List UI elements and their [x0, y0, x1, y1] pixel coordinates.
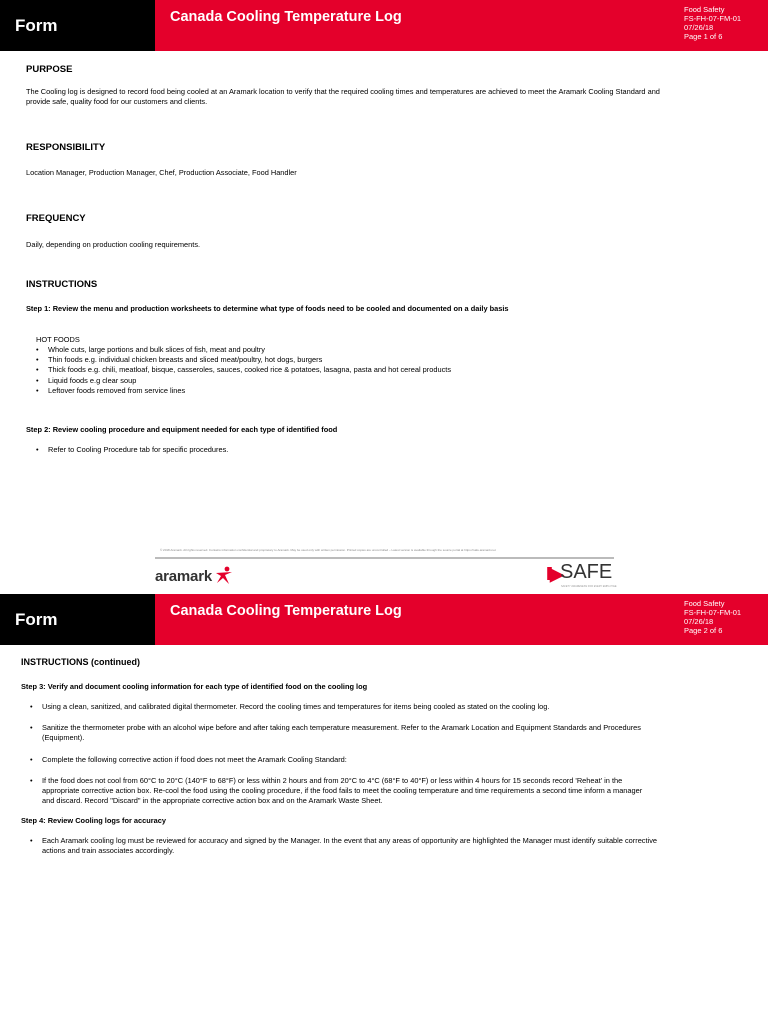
meta-page-number: Page 1 of 6 — [684, 32, 723, 41]
list-item: • Thin foods e.g. individual chicken breasts and sliced meat/poultry, hot dogs, burgers — [36, 355, 451, 365]
list-item — [30, 755, 742, 765]
form-label: Form — [0, 594, 155, 645]
footer-divider — [155, 557, 614, 559]
step-3-list — [30, 702, 742, 806]
aramark-logo-text: aramark — [155, 568, 212, 585]
instructions-continued-heading: INSTRUCTIONS (continued) — [21, 657, 140, 667]
safe-logo-text: SAFE — [560, 561, 613, 583]
safe-tagline: SAFETY AWARENESS FOR EVERY EMPLOYEE — [561, 585, 617, 588]
list-item-line: appropriate corrective action box. Re-cool the food using the cooling procedure, if the food fails to meet the cooling temperature and time requirements a second time inform a manager — [42, 786, 643, 796]
list-item-line: and discard. Record "Discard" in the appropriate corrective action box and on the Aramark Waste Sheet. — [42, 796, 383, 806]
list-item — [30, 836, 742, 856]
list-item-line: • Sanitize the thermometer probe with an alcohol wipe before and after taking each temperature measurement. Refer to the Aramark Location and Equipment Standards and Procedures — [42, 723, 641, 733]
step-1: Step 1: Review the menu and production worksheets to determine what type of foods need to be cooled and documented on a daily basis — [26, 304, 509, 313]
form-label: Form — [0, 0, 155, 51]
list-item-line: (Equipment). — [42, 733, 85, 743]
footer-fine-print: © 2018 Aramark. All rights reserved. Contains information confidential and proprietary to Aramark. May be used only with written permission. Printed copies are uncontrolled – Latest version is available through the source portal at https://safe.aramark.net — [160, 548, 496, 552]
list-item: • Liquid foods e.g clear soup — [36, 376, 451, 386]
responsibility-heading: RESPONSIBILITY — [26, 142, 106, 153]
meta-page-number: Page 2 of 6 — [684, 626, 723, 635]
meta-date: 07/26/18 — [684, 617, 714, 626]
step-3: Step 3: Verify and document cooling information for each type of identified food on the cooling log — [21, 682, 368, 691]
list-item-line: • Using a clean, sanitized, and calibrated digital thermometer. Record the cooling times and temperatures for items being cooled as stated on the cooling log. — [42, 702, 550, 711]
aramark-star-icon — [214, 565, 234, 585]
purpose-line: The Cooling log is designed to record food being cooled at an Aramark location to verify that the required cooling times and temperatures are achieved to meet the Aramark Cooling Standard and — [26, 87, 660, 96]
step-2: Step 2: Review cooling procedure and equipment needed for each type of identified food — [26, 425, 338, 434]
document-title: Canada Cooling Temperature Log — [170, 9, 402, 25]
list-item: • Leftover foods removed from service lines — [36, 386, 451, 396]
meta-date: 07/26/18 — [684, 23, 714, 32]
list-item-line: • Each Aramark cooling log must be reviewed for accuracy and signed by the Manager. In the event that any areas of opportunity are highlighted the Manager must identify suitable corrective — [42, 836, 658, 845]
list-item-line: • Complete the following corrective action if food does not meet the Aramark Cooling Standard: — [42, 754, 347, 764]
step-4: Step 4: Review Cooling logs for accuracy — [21, 816, 166, 825]
meta-category: Food Safety — [684, 599, 725, 608]
hot-foods-list — [36, 345, 451, 396]
list-item-line: actions and train associates accordingly. — [42, 846, 175, 856]
purpose-line: provide safe, quality food for our customers and clients. — [26, 97, 208, 106]
step-2-list — [36, 445, 228, 455]
list-item: • Thick foods e.g. chili, meatloaf, bisque, casseroles, sauces, cooked rice & potatoes, lasagna, pasta and hot cereal products — [36, 365, 451, 375]
instructions-heading: INSTRUCTIONS — [26, 279, 98, 290]
safe-bars-icon: II▶ — [546, 564, 561, 584]
document-meta — [684, 5, 741, 41]
purpose-text — [26, 87, 746, 107]
meta-category: Food Safety — [684, 5, 725, 14]
page-2 — [0, 594, 768, 1024]
list-item-line: • If the food does not cool from 60°C to 20°C (140°F to 68°F) or less within 2 hours and from 20°C to 4°C (68°F to 40°F) or less within 4 hours for 15 seconds record 'Reheat' in the — [42, 775, 623, 785]
meta-doc-number: FS-FH-07-FM-01 — [684, 14, 742, 23]
list-item: • Whole cuts, large portions and bulk slices of fish, meat and poultry — [36, 345, 451, 355]
page-header — [0, 0, 768, 51]
document-meta — [684, 599, 741, 635]
list-item: • Refer to Cooling Procedure tab for specific procedures. — [36, 445, 228, 455]
frequency-text: Daily, depending on production cooling requirements. — [26, 240, 201, 249]
meta-doc-number: FS-FH-07-FM-01 — [684, 608, 742, 617]
purpose-heading: PURPOSE — [26, 64, 73, 75]
list-item — [30, 776, 742, 807]
aramark-logo — [155, 565, 234, 585]
document-title: Canada Cooling Temperature Log — [170, 603, 402, 619]
hot-foods-label: HOT FOODS — [36, 335, 80, 344]
responsibility-text: Location Manager, Production Manager, Chef, Production Associate, Food Handler — [26, 168, 297, 177]
page-header — [0, 594, 768, 645]
list-item — [30, 723, 742, 743]
frequency-heading: FREQUENCY — [26, 213, 86, 224]
list-item — [30, 702, 742, 712]
step-4-list — [30, 836, 742, 856]
